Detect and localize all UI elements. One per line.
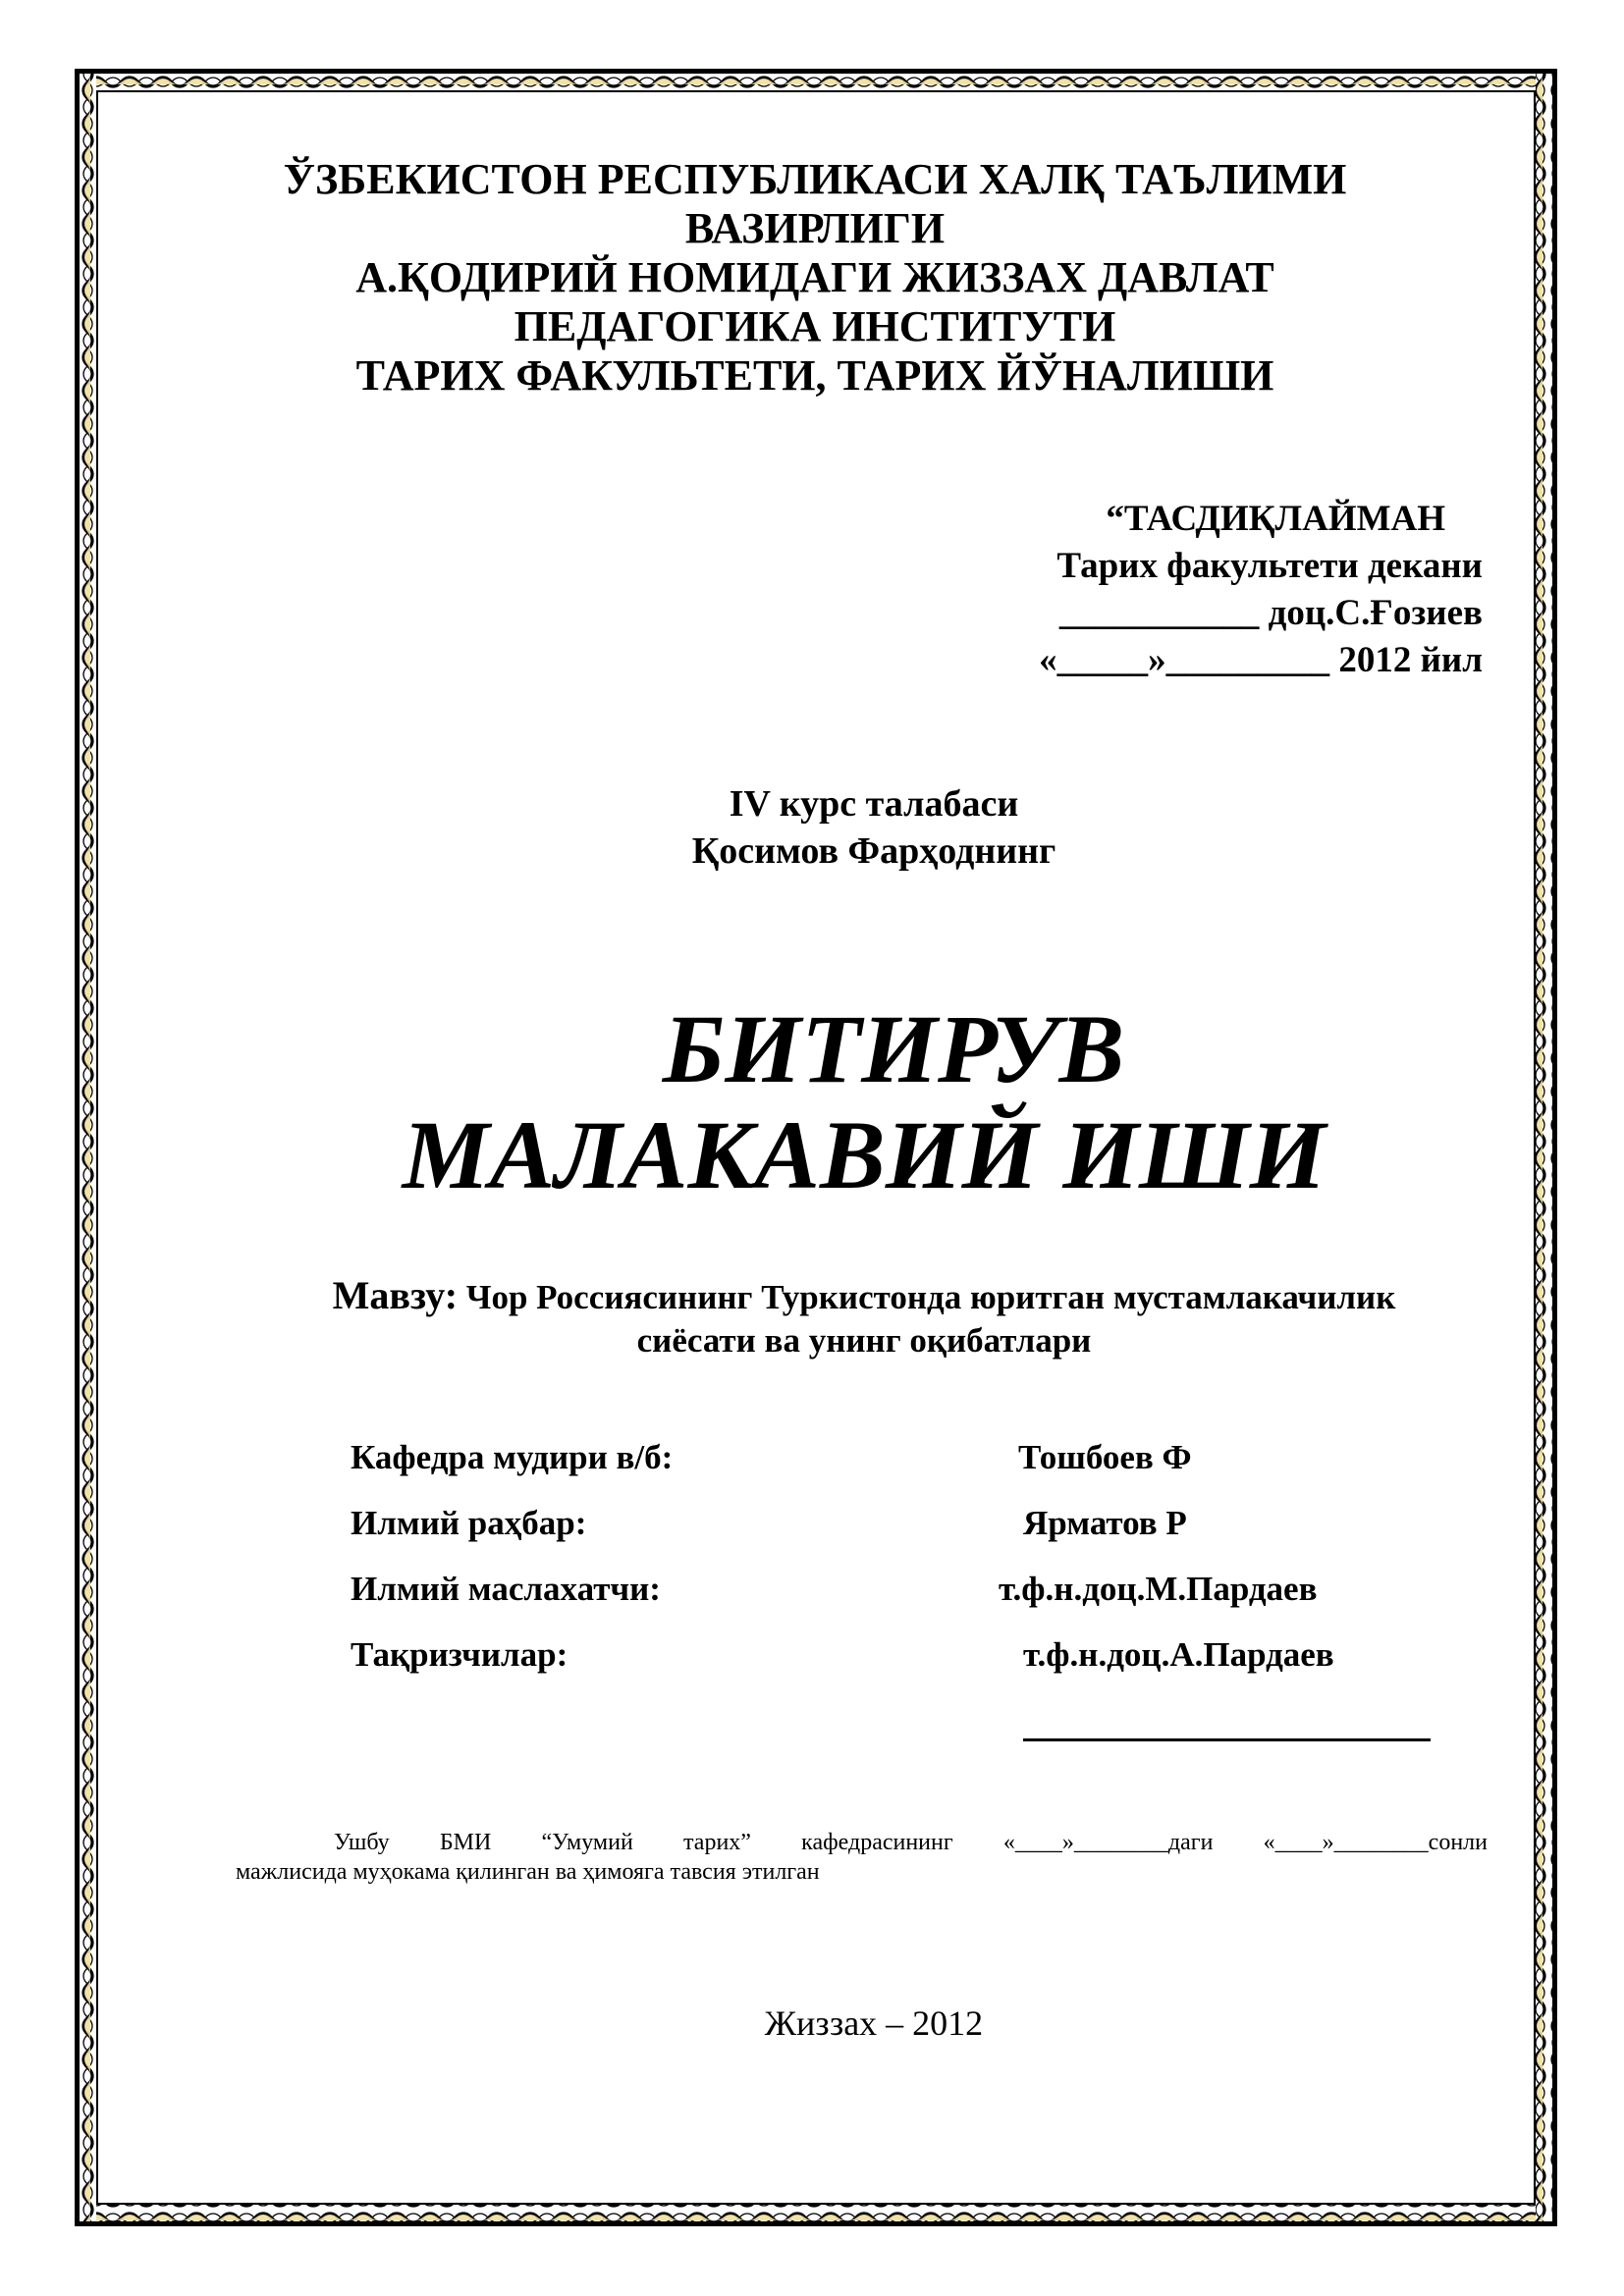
staff-row: [351, 1635, 1431, 1701]
staff-row: [351, 1504, 1431, 1570]
approval-note: [236, 1828, 1488, 1887]
staff-role: Илмий маслахатчи:: [351, 1570, 661, 1608]
topic-block: [226, 1274, 1502, 1362]
approval-title: “ТАСДИҚЛАЙМАН: [1106, 499, 1445, 539]
reviewer-signature-line: [1023, 1738, 1431, 1741]
approval-block: [1039, 496, 1483, 684]
note-line2: мажлисида муҳокама қилинган ва ҳимояга тавсия этилган: [236, 1859, 820, 1885]
heading-line: ВАЗИРЛИГИ: [684, 204, 946, 252]
document-title-line1: БИТИРУВ: [662, 994, 1125, 1103]
institution-heading: [236, 155, 1394, 400]
staff-row: [351, 1570, 1431, 1635]
note-line1: Ушбу БМИ “Умумий тарих” кафедрасининг «____»________даги «____»________сонли: [334, 1830, 1488, 1855]
approval-signature-line: ___________ доц.С.Ғозиев: [1058, 593, 1483, 633]
topic-text-line1: Чор Россиясининг Туркистонда юритган мустамлакачилик: [465, 1278, 1396, 1316]
topic-label: Мавзу:: [332, 1273, 459, 1317]
student-course: IV курс талабаси: [729, 783, 1019, 825]
approval-position: Тарих факультети декани: [1056, 546, 1483, 586]
heading-line: ЎЗБЕКИСТОН РЕСПУБЛИКАСИ ХАЛҚ ТАЪЛИМИ: [283, 155, 1347, 203]
staff-role: Кафедра мудири в/б:: [351, 1438, 674, 1476]
staff-name: Ярматов Р: [1023, 1504, 1187, 1542]
staff-role: Тақризчилар:: [351, 1635, 568, 1674]
staff-row: [351, 1438, 1431, 1504]
approval-date-line: «_____»_________ 2012 йил: [1039, 640, 1483, 680]
student-name: Қосимов Фарҳоднинг: [691, 830, 1056, 872]
staff-name: Тошбоев Ф: [1018, 1438, 1192, 1476]
staff-role: Илмий раҳбар:: [351, 1504, 587, 1542]
staff-name: т.ф.н.доц.А.Пардаев: [1023, 1635, 1334, 1674]
heading-line: ПЕДАГОГИКА ИНСТИТУТИ: [514, 302, 1116, 350]
student-block: [530, 780, 1218, 875]
staff-name: т.ф.н.доц.М.Пардаев: [999, 1570, 1318, 1608]
staff-list: [351, 1438, 1431, 1701]
heading-line: ТАРИХ ФАКУЛЬТЕТИ, ТАРИХ ЙЎНАЛИШИ: [355, 351, 1274, 400]
document-title: [295, 996, 1434, 1208]
heading-line: А.ҚОДИРИЙ НОМИДАГИ ЖИЗЗАХ ДАВЛАТ: [355, 253, 1274, 301]
document-title-line2: МАЛАКАВИЙ ИШИ: [402, 1100, 1326, 1209]
topic-text-line2: сиёсати ва унинг оқибатлари: [636, 1321, 1092, 1360]
place-year: Жиззах – 2012: [764, 2003, 984, 2043]
